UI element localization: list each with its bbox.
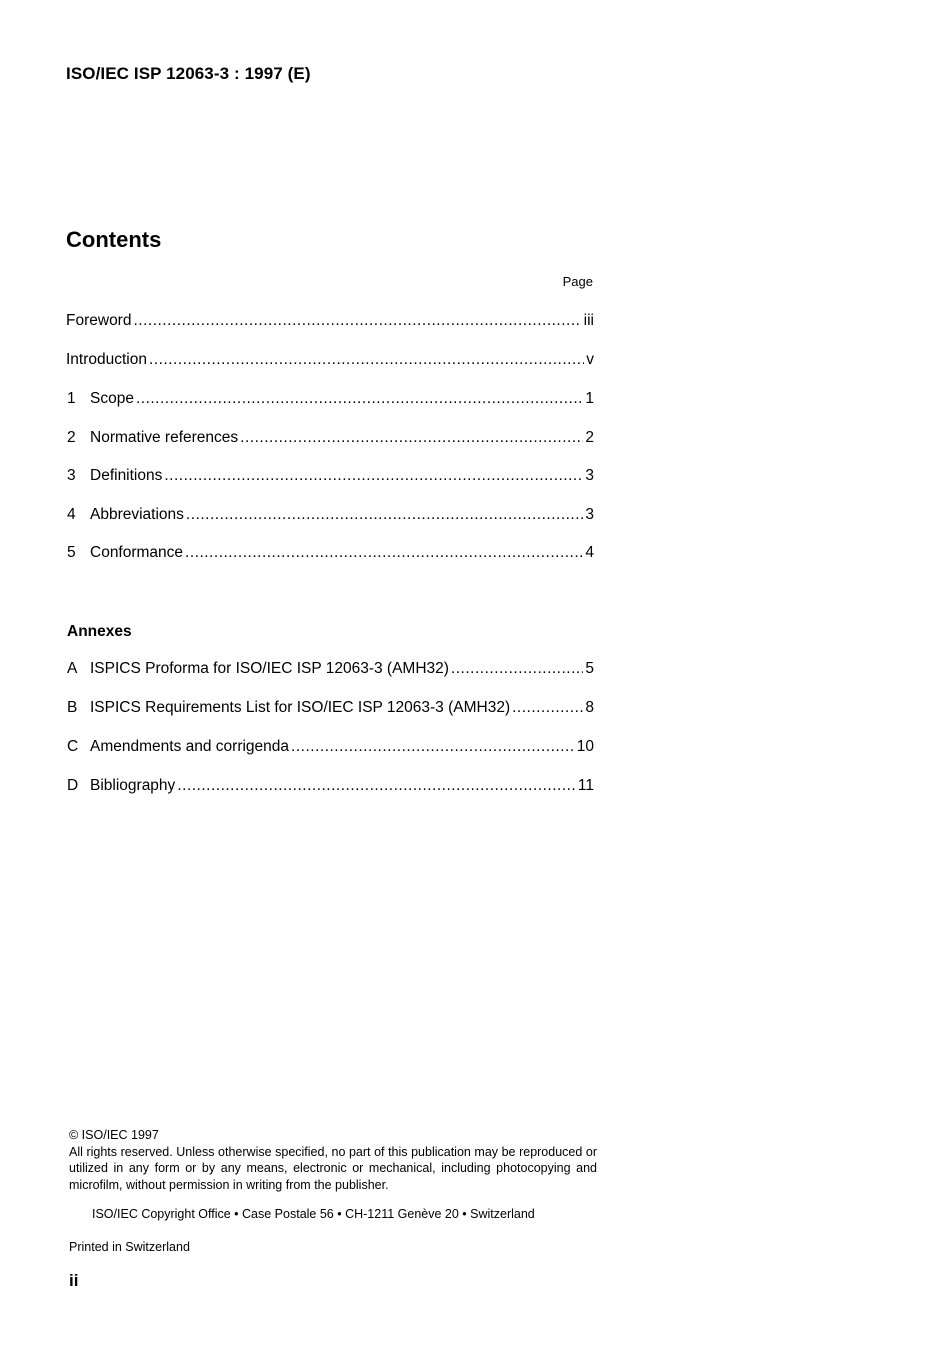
dot-leader: [240, 428, 583, 448]
toc-entry-page: 1: [585, 390, 594, 407]
toc-entry-page: 3: [585, 506, 594, 523]
dot-leader: [451, 659, 583, 679]
annex-entry-d[interactable]: [66, 776, 594, 796]
document-id-header: ISO/IEC ISP 12063-3 : 1997 (E): [66, 64, 311, 83]
annex-page: 10: [576, 738, 594, 755]
toc-entry-number: 3: [67, 467, 76, 484]
toc-entry-title: Conformance: [90, 544, 184, 561]
toc-entry-foreword[interactable]: [66, 311, 594, 331]
annex-page: 11: [577, 777, 594, 794]
toc-entry-title: Definitions: [90, 467, 163, 484]
toc-entry-title: Abbreviations: [90, 506, 184, 523]
page-number: ii: [69, 1271, 79, 1290]
toc-entry-definitions[interactable]: [66, 466, 594, 486]
toc-entry-title: Foreword: [66, 312, 132, 329]
dot-leader: [164, 466, 583, 486]
toc-entry-number: 4: [67, 506, 76, 523]
toc-entry-number: 1: [67, 390, 76, 407]
toc-entry-page: v: [586, 351, 594, 368]
dot-leader: [291, 737, 575, 757]
dot-leader: [149, 350, 584, 370]
dot-leader: [133, 311, 581, 331]
annex-title: ISPICS Proforma for ISO/IEC ISP 12063-3 (AMH32): [90, 660, 449, 677]
toc-entry-introduction[interactable]: [66, 350, 594, 370]
dot-leader: [186, 505, 583, 525]
toc-entry-scope[interactable]: [66, 389, 594, 409]
annex-title: Amendments and corrigenda: [90, 738, 290, 755]
dot-leader: [185, 543, 583, 563]
annexes-heading: Annexes: [67, 623, 132, 640]
annex-letter: A: [67, 660, 78, 677]
annex-page: 5: [585, 660, 594, 677]
dot-leader: [512, 698, 583, 718]
annex-entry-b[interactable]: [66, 698, 594, 718]
toc-entry-abbreviations[interactable]: [66, 505, 594, 525]
toc-entry-title: Normative references: [90, 429, 239, 446]
annex-entry-c[interactable]: [66, 737, 594, 757]
toc-entry-page: 3: [585, 467, 594, 484]
dot-leader: [177, 776, 576, 796]
dot-leader: [136, 389, 583, 409]
toc-entry-number: 5: [67, 544, 76, 561]
printed-in-note: Printed in Switzerland: [69, 1240, 190, 1254]
annex-letter: D: [67, 777, 79, 794]
copyright-office-address: ISO/IEC Copyright Office • Case Postale 56 • CH-1211 Genève 20 • Switzerland: [92, 1207, 535, 1221]
toc-entry-title: Introduction: [66, 351, 147, 368]
annex-letter: B: [67, 699, 78, 716]
copyright-line: © ISO/IEC 1997: [69, 1128, 159, 1142]
annex-entry-a[interactable]: [66, 659, 594, 679]
toc-entry-title: Scope: [90, 390, 134, 407]
page-column-label: Page: [562, 274, 593, 289]
toc-entry-page: 2: [585, 429, 594, 446]
annex-title: ISPICS Requirements List for ISO/IEC ISP 12063-3 (AMH32): [90, 699, 511, 716]
annex-title: Bibliography: [90, 777, 176, 794]
rights-statement: All rights reserved. Unless otherwise specified, no part of this publication may be reproduced or utilized in any form or by any means, electronic or mechanical, including photocopying and microfilm, without permission in writing from the publisher.: [69, 1144, 597, 1192]
toc-entry-page: iii: [583, 312, 594, 329]
annex-letter: C: [67, 738, 79, 755]
toc-entry-normative-references[interactable]: [66, 428, 594, 448]
toc-entry-number: 2: [67, 429, 76, 446]
annex-page: 8: [585, 699, 594, 716]
toc-entry-page: 4: [585, 544, 594, 561]
contents-heading: Contents: [66, 227, 162, 252]
toc-entry-conformance[interactable]: [66, 543, 594, 563]
copyright-block: [69, 1127, 597, 1193]
